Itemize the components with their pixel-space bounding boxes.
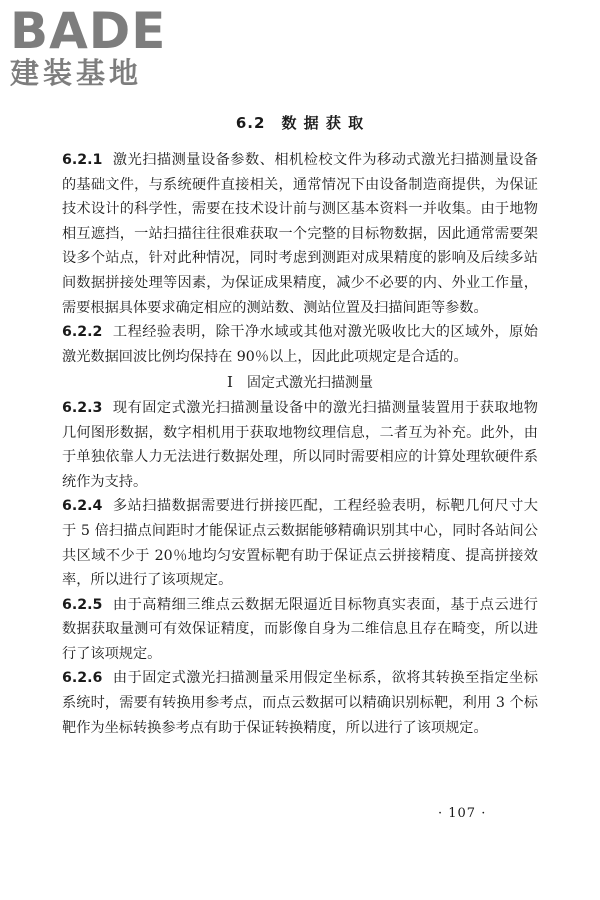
paragraph-6-2-5 [62,593,538,667]
paragraph-text: 多站扫描数据需要进行拼接匹配，工程经验表明，标靶几何尺寸大于 5 倍扫描点间距时才能保证点云数据能够精确识别其中心，同时各站间公共区域不少于 20％地均匀安置标靶有助于保证点云拼接精度、提高拼接效率，所以进行了该项规定。 [62,498,538,589]
paragraph-text: 现有固定式激光扫描测量设备中的激光扫描测量装置用于获取地物几何图形数据，数字相机用于获取地物纹理信息，二者互为补充。此外，由于单独依靠人力无法进行数据处理，所以同时需要相应的计算处理软硬件系统作为支持。 [62,399,538,490]
paragraph-number: 6.2.5 [62,596,103,613]
paragraph-6-2-6 [62,666,538,740]
paragraph-number: 6.2.1 [62,152,103,168]
paragraph-6-2-3 [62,396,538,494]
paragraph-text: 由于固定式激光扫描测量采用假定坐标系，欲将其转换至指定坐标系统时，需要有转换用参考点，而点云数据可以精确识别标靶，利用 3 个标靶作为坐标转换参考点有助于保证转换精度，所以进行了该项规定。 [62,670,538,736]
section-title [0,112,600,133]
paragraph-number: 6.2.4 [62,498,103,515]
paragraph-6-2-1 [62,148,538,320]
paragraph-number: 6.2.3 [62,399,103,416]
section-number: 6.2 [235,114,266,132]
section-title-text: 数 据 获 取 [281,114,365,132]
subsection-heading [62,370,538,396]
logo-brand: BADE [10,2,167,60]
paragraph-6-2-4 [62,494,538,592]
page-number: · 107 · [438,806,487,821]
paragraph-6-2-2 [62,320,538,369]
paragraph-text: 激光扫描测量设备参数、相机检校文件为移动式激光扫描测量设备的基础文件，与系统硬件直接相关，通常情况下由设备制造商提供，为保证技术设计的科学性，需要在技术设计前与测区基本资料一并收集。由于地物相互遮挡，一站扫描往往很难获取一个完整的目标物数据，因此通常需要架设多个站点，针对此种情况，同时考虑到测距对成果精度的影响及后续多站间数据拼接处理等因素，为保证成果精度，减少不必要的内、外业工作量，需要根据具体要求确定相应的测站数、测站位置及扫描间距等参数。 [62,152,538,316]
paragraph-number: 6.2.2 [62,324,103,341]
paragraph-text: 工程经验表明，除干净水域或其他对激光吸收比大的区域外，原始激光数据回波比例均保持在 90％以上，因此此项规定是合适的。 [62,324,538,365]
subsection-title: 固定式激光扫描测量 [246,375,373,392]
paragraph-text: 由于高精细三维点云数据无限逼近目标物真实表面，基于点云进行数据获取量测可有效保证精度，而影像自身为二维信息且存在畸变，所以进行了该项规定。 [62,596,538,662]
page-content [62,148,538,740]
logo-subtitle: 建装基地 [10,56,143,90]
subsection-roman: Ⅰ [227,373,233,392]
bade-logo [10,2,185,90]
paragraph-number: 6.2.6 [62,670,103,687]
